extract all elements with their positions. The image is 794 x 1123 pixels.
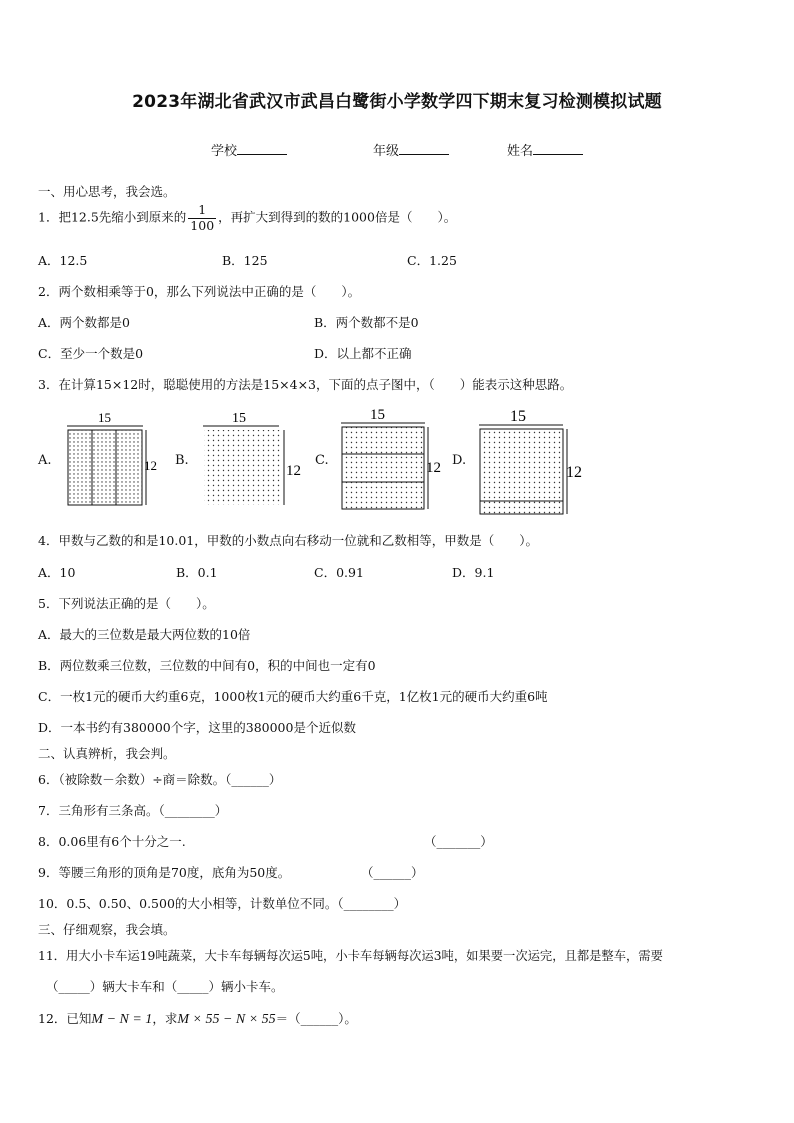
question-8: 8．0.06里有6个十分之一. xyxy=(38,834,186,849)
q2-option-d[interactable]: D．以上都不正确 xyxy=(314,346,412,361)
q1-option-a[interactable]: A．12.5 xyxy=(38,253,88,268)
q1-option-c[interactable]: C．1.25 xyxy=(407,253,457,268)
grade-field: 年级 xyxy=(373,140,449,159)
name-field: 姓名 xyxy=(507,140,583,159)
width-label: 15 xyxy=(510,408,526,425)
width-label: 15 xyxy=(232,411,246,426)
question-5: 5．下列说法正确的是（ ）。 xyxy=(38,596,215,611)
q8-answer-blank[interactable]: （_______） xyxy=(424,834,493,849)
q4-option-d[interactable]: D．9.1 xyxy=(452,565,495,580)
section3-heading: 三、仔细观察，我会填。 xyxy=(38,922,176,937)
question-3: 3．在计算15×12时，聪聪使用的方法是15×4×3，下面的点子图中，（ ）能表示这种思路。 xyxy=(38,377,573,392)
school-field: 学校 xyxy=(211,140,287,159)
height-label: 12 xyxy=(426,460,441,476)
q3-option-c[interactable]: C. xyxy=(315,453,329,468)
question-11-line2: （_____）辆大卡车和（_____）辆小卡车。 xyxy=(46,979,284,994)
q4-option-c[interactable]: C．0.91 xyxy=(314,565,364,580)
question-7: 7．三角形有三条高。（________） xyxy=(38,803,228,818)
height-label: 12 xyxy=(566,464,582,481)
q2-option-a[interactable]: A．两个数都是0 xyxy=(38,315,130,330)
dot-diagram-a xyxy=(60,408,160,508)
equation-expression: M × 55 − N × 55 xyxy=(177,1012,276,1027)
question-9: 9．等腰三角形的顶角是70度，底角为50度。 xyxy=(38,865,291,880)
q3-option-b[interactable]: B. xyxy=(175,453,189,468)
q2-option-b[interactable]: B．两个数都不是0 xyxy=(314,315,419,330)
question-4: 4．甲数与乙数的和是10.01，甲数的小数点向右移动一位就和乙数相等，甲数是（ ）。 xyxy=(38,533,538,548)
q5-option-a[interactable]: A．最大的三位数是最大两位数的10倍 xyxy=(38,627,251,642)
width-label: 15 xyxy=(370,407,385,423)
q5-option-d[interactable]: D．一本书约有380000个字，这里的380000是个近似数 xyxy=(38,720,356,735)
question-10: 10．0.5、0.50、0.500的大小相等，计数单位不同。（________） xyxy=(38,896,407,911)
fraction-1-100: $\frac{1}{100}$ xyxy=(190,202,215,233)
q5-option-c[interactable]: C．一枚1元的硬币大约重6克，1000枚1元的硬币大约重6千克，1亿枚1元的硬币大约重6吨 xyxy=(38,689,548,704)
height-label: 12 xyxy=(144,458,157,473)
question-6: 6．（被除数－余数）÷商＝除数。（______） xyxy=(38,772,282,787)
q3-option-a[interactable]: A. xyxy=(38,453,52,468)
q4-option-a[interactable]: A．10 xyxy=(38,565,76,580)
section2-heading: 二、认真辨析，我会判。 xyxy=(38,746,176,761)
equation-m-minus-n: M − N = 1 xyxy=(91,1012,153,1027)
question-11-line1: 11．用大小卡车运19吨蔬菜，大卡车每辆每次运5吨，小卡车每辆每次运3吨，如果要一次运完，且都是整车，需要 xyxy=(38,949,663,963)
q2-option-c[interactable]: C．至少一个数是0 xyxy=(38,346,144,361)
width-label: 15 xyxy=(98,410,111,425)
q4-option-b[interactable]: B．0.1 xyxy=(176,565,218,580)
section1-heading: 一、用心思考，我会选。 xyxy=(38,184,176,199)
q9-answer-blank[interactable]: （______） xyxy=(361,865,424,880)
dot-diagram-b xyxy=(196,408,306,508)
question-2: 2．两个数相乘等于0，那么下列说法中正确的是（ ）。 xyxy=(38,284,361,299)
q3-option-d[interactable]: D. xyxy=(452,453,467,468)
height-label: 12 xyxy=(286,463,301,479)
question-12: 12．已知M − N = 1，求M × 55 − N × 55＝（______）。 xyxy=(38,1011,357,1027)
dot-diagram-c xyxy=(334,405,444,513)
q1-option-b[interactable]: B．125 xyxy=(222,253,268,268)
dot-diagram-d xyxy=(472,405,587,520)
q5-option-b[interactable]: B．两位数乘三位数，三位数的中间有0，积的中间也一定有0 xyxy=(38,658,376,673)
page-title: 2023年湖北省武汉市武昌白鹭街小学数学四下期末复习检测模拟试题 xyxy=(132,92,662,112)
question-1: 1．把12.5先缩小到原来的 $\frac{1}{100}$ ，再扩大到得到的数的1000倍是（ ）。 xyxy=(38,202,457,233)
